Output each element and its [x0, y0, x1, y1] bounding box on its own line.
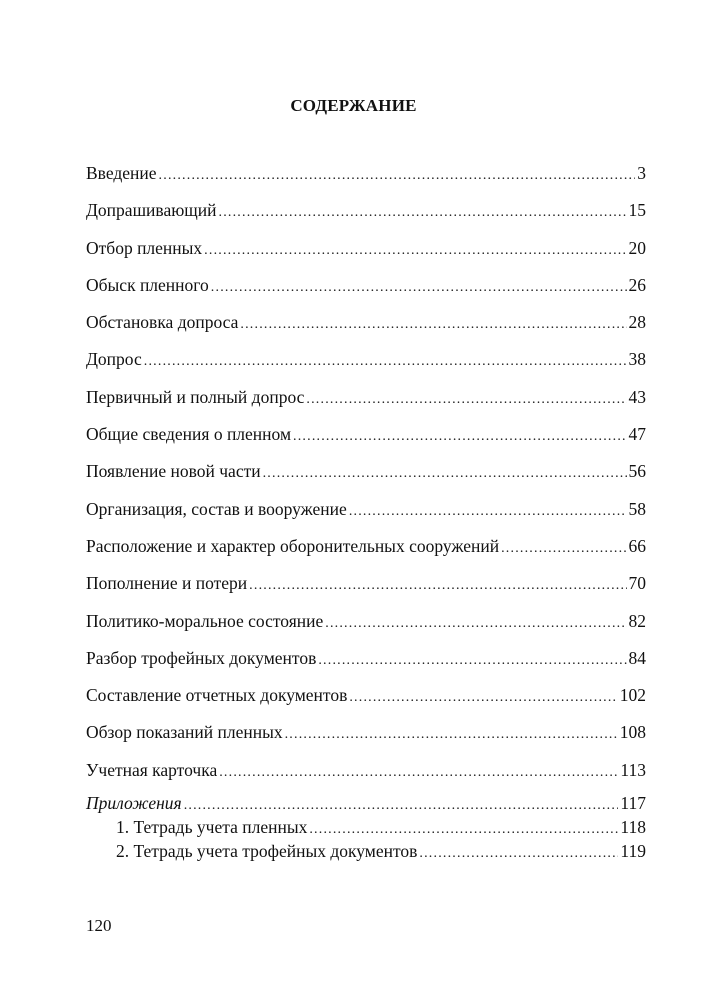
dot-leader [318, 653, 626, 669]
toc-entry [86, 841, 646, 865]
dot-leader [159, 168, 636, 184]
toc-entry-label: 1. Тетрадь учета пленных [116, 817, 308, 838]
toc-entry-page: 43 [628, 386, 646, 407]
toc-entry-label: 2. Тетрадь учета трофейных документов [116, 841, 418, 862]
toc-entry [86, 424, 646, 461]
toc-entry [86, 461, 646, 498]
toc-entry-label: Пополнение и потери [86, 573, 248, 594]
toc-entry-page: 118 [620, 817, 646, 838]
toc-entry-label: Допрос [86, 349, 142, 370]
toc-entry-page: 82 [628, 610, 646, 631]
dot-leader [325, 616, 626, 632]
toc-entry-page: 113 [620, 759, 646, 780]
dot-leader [293, 429, 626, 445]
toc-entry-label: Допрашивающий [86, 200, 217, 221]
toc-entry [86, 536, 646, 573]
toc-entry-label: Обыск пленного [86, 274, 209, 295]
toc-entry-page: 56 [628, 461, 646, 482]
toc-entry-page: 84 [628, 647, 646, 668]
toc-entry-label: Расположение и характер оборонительных сооружений [86, 535, 500, 556]
toc-entry [86, 349, 646, 386]
dot-leader [211, 280, 627, 296]
toc-entry-label: Организация, состав и вооружение [86, 498, 347, 519]
dot-leader [219, 205, 627, 221]
toc-entry-page: 66 [628, 535, 646, 556]
toc-entry-page: 70 [628, 573, 646, 594]
toc-entry-page: 28 [628, 312, 646, 333]
toc-entry [86, 312, 646, 349]
toc-entry-page: 108 [619, 722, 646, 743]
toc-entry [86, 275, 646, 312]
toc-entry [86, 200, 646, 237]
toc-entry [86, 611, 646, 648]
toc-entry-page: 102 [619, 685, 646, 706]
dot-leader [240, 317, 626, 333]
toc-entry-page: 26 [628, 274, 646, 295]
toc-entry-label: Составление отчетных документов [86, 685, 348, 706]
page-title: СОДЕРЖАНИЕ [290, 96, 417, 115]
toc-entry-label: Общие сведения о пленном [86, 424, 292, 445]
toc-entry-page: 58 [628, 498, 646, 519]
toc-entry-label: Обзор показаний пленных [86, 722, 283, 743]
toc-entry [86, 238, 646, 275]
toc-entry-label: Обстановка допроса [86, 312, 239, 333]
toc-entry-label: Первичный и полный допрос [86, 386, 305, 407]
toc-entry-page: 119 [620, 841, 646, 862]
dot-leader [249, 578, 626, 594]
toc-entry [86, 387, 646, 424]
toc-entry-page: 38 [628, 349, 646, 370]
page-number: 120 [86, 916, 112, 935]
toc-entry-label: Приложения [86, 793, 182, 814]
toc-entry [86, 817, 646, 841]
toc-entry-label: Появление новой части [86, 461, 261, 482]
toc-entry-page: 20 [628, 237, 646, 258]
toc-entry-page: 47 [628, 424, 646, 445]
toc-entry [86, 499, 646, 536]
toc-entry [86, 685, 646, 722]
dot-leader [501, 541, 626, 557]
toc-entry [86, 760, 646, 797]
toc-entry-label: Введение [86, 163, 157, 183]
dot-leader [309, 822, 618, 838]
dot-leader [144, 354, 627, 370]
dot-leader [349, 504, 627, 520]
toc-entry-label: Учетная карточка [86, 759, 218, 780]
toc-entry [86, 793, 646, 817]
dot-leader [306, 392, 626, 408]
toc-entry-label: Разбор трофейных документов [86, 647, 317, 668]
toc-entry [86, 573, 646, 610]
dot-leader [184, 798, 619, 814]
toc-entry-page: 15 [628, 200, 646, 221]
dot-leader [419, 846, 618, 862]
toc-entry [86, 722, 646, 759]
toc-entry-label: Политико-моральное состояние [86, 610, 324, 631]
dot-leader [285, 727, 618, 743]
toc-entry-page: 3 [637, 163, 646, 183]
table-of-contents [86, 163, 646, 865]
toc-entry [86, 163, 646, 200]
dot-leader [263, 466, 627, 482]
toc-entry [86, 648, 646, 685]
dot-leader [204, 243, 626, 259]
toc-entry-label: Отбор пленных [86, 237, 203, 258]
dot-leader [219, 765, 618, 781]
toc-entry-page: 117 [620, 793, 646, 814]
dot-leader [349, 690, 617, 706]
